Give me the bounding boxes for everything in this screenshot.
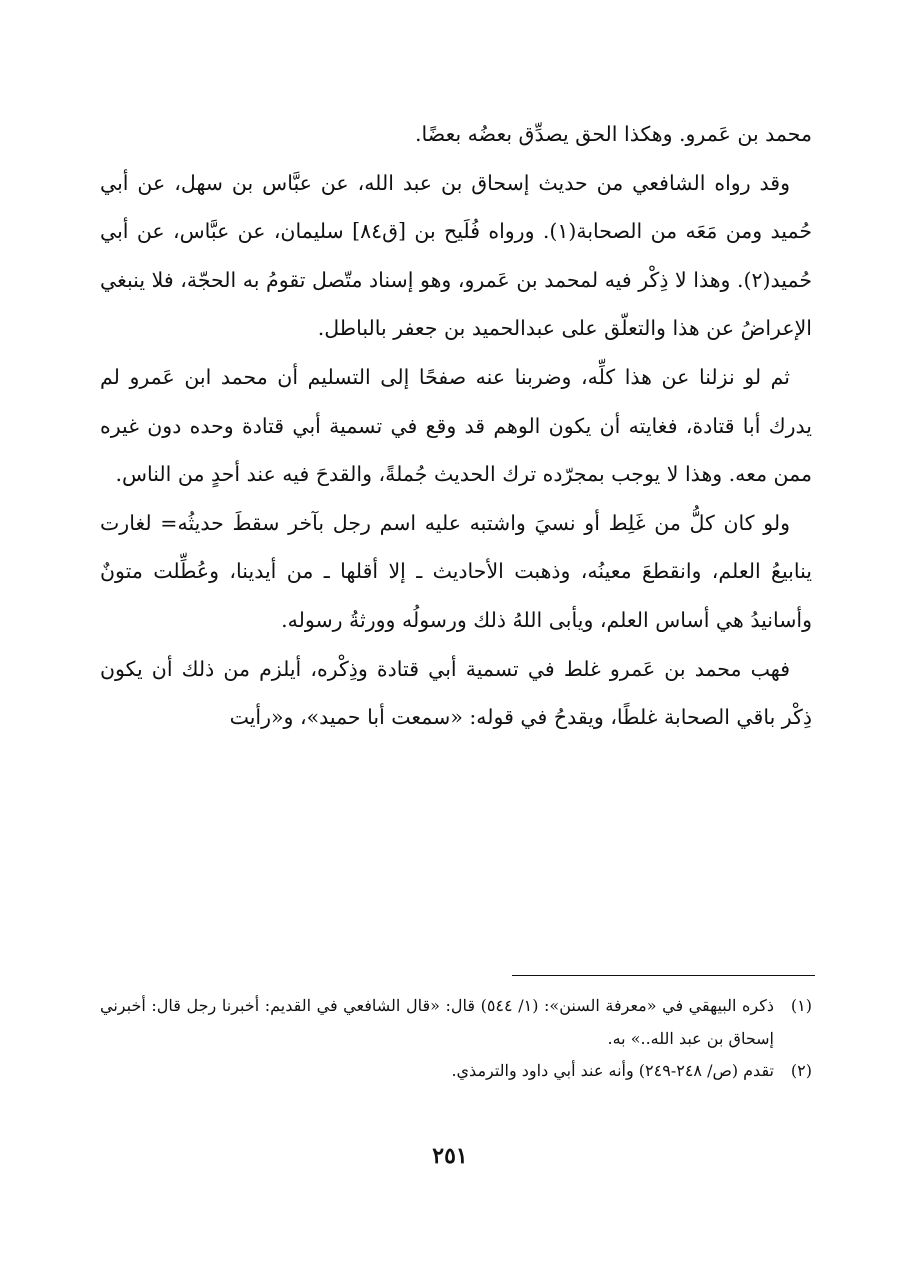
footnote-1-number: (١) [790, 996, 812, 1015]
footnote-2-text: تقدم (ص/ ٢٤٨-٢٤٩) وأنه عند أبي داود والترمذي. [451, 1061, 774, 1080]
footnote-1-text: ذكره البيهقي في «معرفة السنن»: (١/ ٥٤٤) قال: «قال الشافعي في القديم: أخبرنا رجل قال: أخبرني إسحاق بن عبد الله..» به. [100, 996, 774, 1048]
paragraph-4: ولو كان كلُّ من غَلِط أو نسيَ واشتبه عليه اسم رجل بآخر سقطَ حديثُه= لغارت ينابيعُ العلم، وانقطعَ معينُه، وذهبت الأحاديث ـ إلا أقلها ـ من أيدينا، وعُطِّلت متونٌ وأسانيدُ هي أساس العلم، ويأبى اللهُ ذلك ورسولُه وورثةُ رسوله. [100, 510, 812, 632]
page-number: ٢٥١ [432, 1143, 468, 1169]
footnote-divider [512, 975, 815, 976]
paragraph-3: ثم لو نزلنا عن هذا كلِّه، وضربنا عنه صفحًا إلى التسليم أن محمد ابن عَمرو لم يدرك أبا قتادة، فغايته أن يكون الوهم قد وقع في تسمية أبي قتادة وحده دون غيره ممن معه. وهذا لا يوجب بمجرّده ترك الحديث جُملةً، والقدحَ فيه عند أحدٍ من الناس. [100, 364, 812, 487]
paragraph-1: محمد بن عَمرو. وهكذا الحق يصدِّق بعضُه بعضًا. [415, 122, 812, 146]
footnote-1 [100, 990, 812, 1055]
footnote-2 [100, 1055, 812, 1088]
footnotes-section [100, 990, 812, 1088]
footnote-2-number: (٢) [790, 1061, 812, 1080]
paragraph-2: وقد رواه الشافعي من حديث إسحاق بن عبد الله، عن عبَّاس بن سهل، عن أبي حُميد ومن مَعَه من الصحابة(١). ورواه فُلَيح بن [ق٨٤] سليمان، عن عبَّاس، عن أبي حُميد(٢). وهذا لا ذِكْر فيه لمحمد بن عَمرو، وهو إسناد متّصل تقومُ به الحجّة، فلا ينبغي الإعراضُ عن هذا والتعلّق على عبدالحميد بن جعفر بالباطل. [100, 170, 812, 341]
main-text-block [100, 110, 812, 742]
paragraph-5: فهب محمد بن عَمرو غلط في تسمية أبي قتادة وذِكْره، أيلزم من ذلك أن يكون ذِكْر باقي الصحابة غلطًا، ويقدحُ في قوله: «سمعت أبا حميد»، و«رأيت [100, 656, 812, 730]
